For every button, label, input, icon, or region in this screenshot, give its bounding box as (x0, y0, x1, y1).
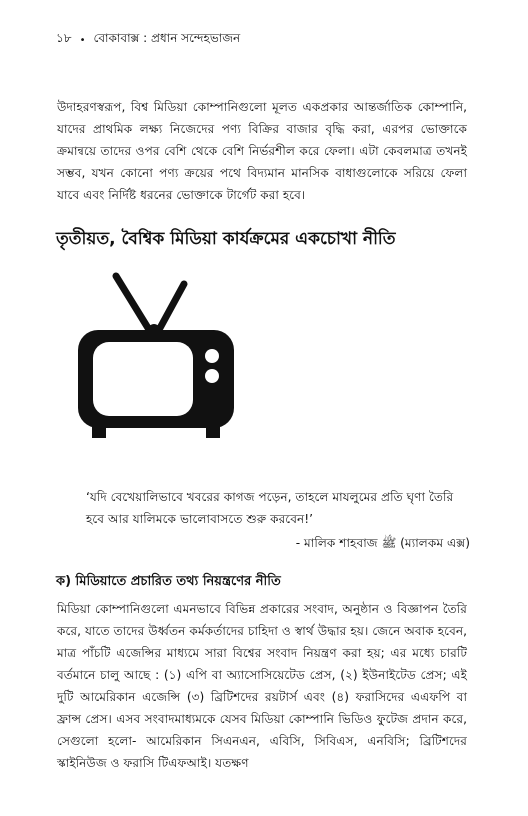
page-header (56, 30, 476, 50)
header-bullet: • (79, 34, 86, 46)
section-title: তৃতীয়ত, বৈশ্বিক মিডিয়া কার্যক্রমের একচোখা নীতি (56, 229, 396, 249)
paragraph-2: মিডিয়া কোম্পানিগুলো এমনভাবে বিভিন্ন প্রকারের সংবাদ, অনুষ্ঠান ও বিজ্ঞাপন তৈরি করে, যাতে তাদের উর্ধ্বতন কর্মকর্তাদের চাহিদা ও স্বার্থ উদ্ধার হয়। জেনে অবাক হবেন, মাত্র পাঁচটি এজেন্সির মাধ্যমে সারা বিশ্বের সংবাদ নিয়ন্ত্রণ করা হয়; এর মধ্যে চারটি বর্তমানে চালু আছে : (১) এপি বা অ্যাসোসিয়েটেড প্রেস, (২) ইউনাইটেড প্রেস; এই দুটি আমেরিকান এজেন্সি (৩) ব্রিটিশদের রয়টার্স এবং (৪) ফরাসিদের এএফপি বা ফ্রান্স প্রেস। এসব সংবাদমাধ্যমকে যেসব মিডিয়া কোম্পানি ভিডিও ফুটেজ প্রদান করে, সেগুলো হলো- আমেরিকান সিএনএন, এবিসি, সিবিএস, এনবিসি; ব্রিটিশদের স্কাইনিউজ ও ফরাসি টিএফআই। যতক্ষণ (57, 602, 467, 770)
television-icon (78, 272, 234, 440)
page-number: ১৮ (56, 31, 72, 45)
quote-attribution: - মালিক শাহবাজ ﷺ (ম্যালকম এক্স) (295, 536, 470, 550)
paragraph-1: উদাহরণস্বরূপ, বিশ্ব মিডিয়া কোম্পানিগুলো মূলত একপ্রকার আন্তর্জাতিক কোম্পানি, যাদের প্রাথমিক লক্ষ্য নিজেদের পণ্য বিক্রির বাজার বৃদ্ধি করা, এরপর ভোক্তাকে ক্রমান্বয়ে তাদের ওপর বেশি থেকে বেশি নির্ভরশীল করে ফেলা। এটা কেবলমাত্র তখনই সম্ভব, যখন কোনো পণ্য ক্রয়ের পথে বিদ্যমান মানসিক বাধাগুলোকে সরিয়ে ফেলা যাবে এবং নির্দিষ্ট ধরনের ভোক্তাকে টার্গেট করা হবে। (57, 100, 467, 202)
subheading: ক) মিডিয়াতে প্রচারিত তথ্য নিয়ন্ত্রণের নীতি (56, 574, 281, 589)
quote: ‘যদি বেখেয়ালিভাবে খবরের কাগজ পড়েন, তাহলে মাযলুমের প্রতি ঘৃণা তৈরি হবে আর যালিমকে ভালোবাসতে শুরু করবেন!’ (86, 490, 454, 526)
running-title: বোকাবাক্স : প্রধান সন্দেহভাজন (93, 31, 241, 45)
